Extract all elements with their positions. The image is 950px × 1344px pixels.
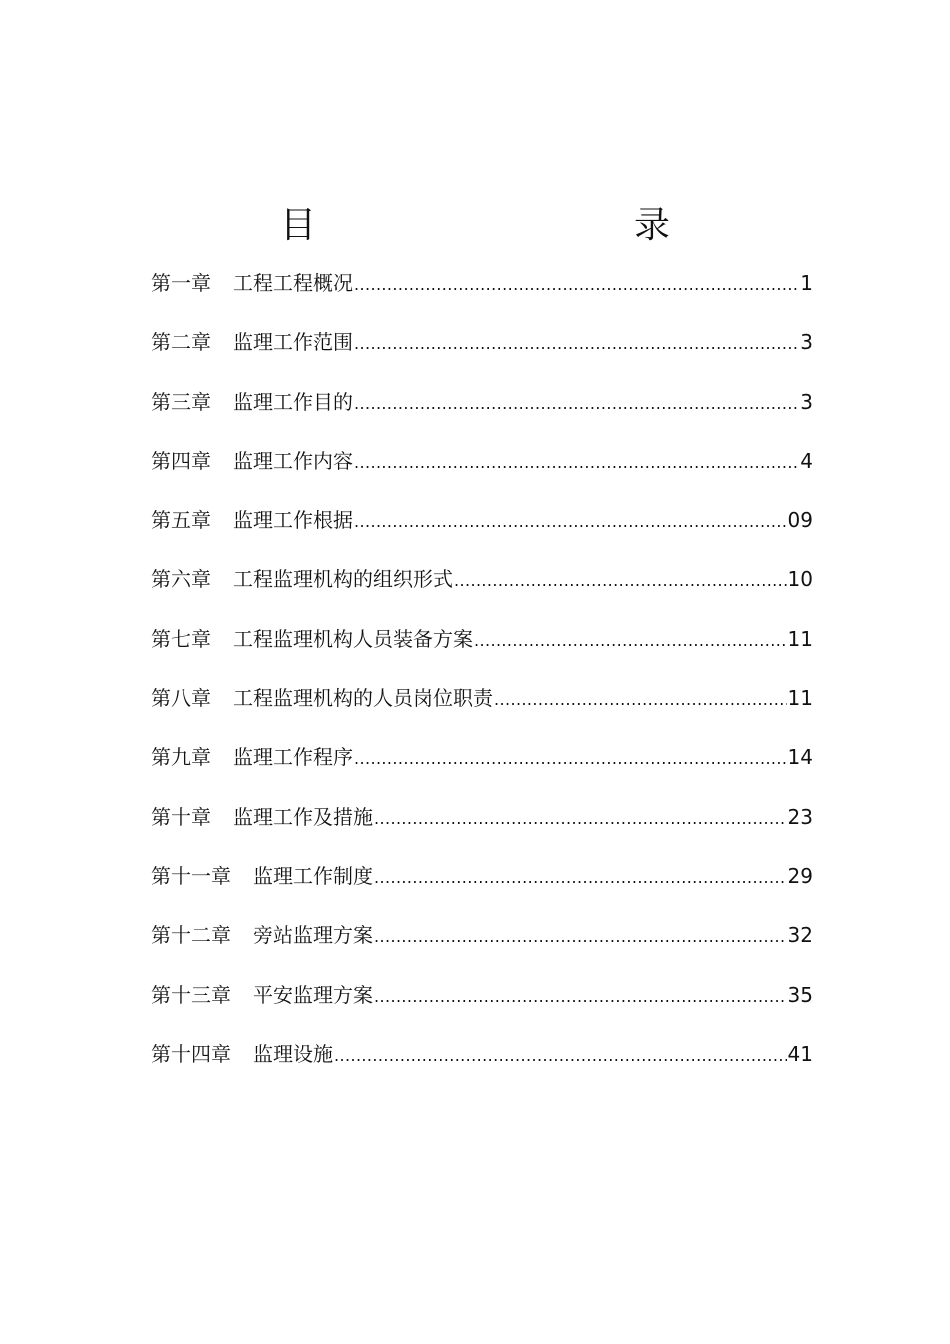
toc-page-number: 11 [787,686,813,711]
toc-entry [151,263,813,322]
toc-entry [151,678,813,737]
toc-chapter-title: 工程工程概况 [233,271,353,295]
toc-page-number: 1 [800,271,813,295]
toc-chapter-number: 第六章 [151,567,211,592]
toc-leader-dots [494,680,787,720]
toc-chapter-title: 工程监理机构人员装备方案 [233,626,473,651]
toc-chapter-number: 第五章 [151,508,211,533]
toc-page-number: 09 [787,508,813,533]
toc-chapter-title: 平安监理方案 [253,982,373,1007]
toc-chapter-number: 第二章 [151,330,211,355]
toc-chapter-title: 工程监理机构的组织形式 [233,567,453,592]
toc-chapter-number: 第三章 [151,389,211,414]
toc-chapter-title: 监理工作制度 [253,863,373,888]
toc-leader-dots [334,1036,787,1076]
toc-heading: 目 录 [279,205,752,247]
toc-page-number: 23 [787,804,813,829]
toc-entry [151,797,813,856]
toc-leader-dots [454,561,787,601]
toc-leader-dots [474,621,787,661]
toc-entry [151,559,813,618]
toc-entry [151,1034,813,1093]
toc-chapter-title: 监理设施 [253,1041,333,1066]
toc-chapter-number: 第一章 [151,271,211,295]
toc-leader-dots [354,502,787,542]
toc-leader-dots [374,917,787,957]
toc-leader-dots [354,384,799,424]
table-of-contents [151,263,813,1093]
toc-chapter-number: 第七章 [151,626,211,651]
toc-chapter-title: 工程监理机构的人员岗位职责 [233,686,493,711]
toc-entry [151,619,813,678]
toc-chapter-title: 监理工作及措施 [233,804,373,829]
toc-entry [151,856,813,915]
toc-page-number: 41 [787,1041,813,1066]
toc-chapter-title: 监理工作范围 [233,330,353,355]
toc-entry [151,915,813,974]
toc-chapter-number: 第十三章 [151,982,231,1007]
toc-page-number: 35 [787,982,813,1007]
toc-page-number: 10 [787,567,813,592]
toc-entry [151,737,813,796]
toc-entry [151,500,813,559]
toc-page-number: 3 [800,330,813,355]
toc-entry [151,322,813,381]
toc-leader-dots [354,265,799,305]
toc-entry [151,975,813,1034]
toc-chapter-number: 第四章 [151,448,211,473]
toc-chapter-title: 旁站监理方案 [253,923,373,948]
toc-chapter-title: 监理工作根据 [233,508,353,533]
toc-chapter-title: 监理工作目的 [233,389,353,414]
toc-page-number: 3 [800,389,813,414]
toc-entry [151,382,813,441]
toc-leader-dots [354,739,787,779]
toc-page-number: 14 [787,745,813,770]
toc-page-number: 11 [787,626,813,651]
toc-chapter-number: 第十章 [151,804,211,829]
toc-leader-dots [374,799,787,839]
toc-leader-dots [354,324,799,364]
toc-chapter-number: 第八章 [151,686,211,711]
toc-page-number: 29 [787,863,813,888]
toc-chapter-number: 第九章 [151,745,211,770]
toc-chapter-number: 第十四章 [151,1041,231,1066]
toc-leader-dots [374,858,787,898]
toc-chapter-number: 第十一章 [151,863,231,888]
toc-page-number: 4 [800,448,813,473]
toc-chapter-number: 第十二章 [151,923,231,948]
toc-chapter-title: 监理工作程序 [233,745,353,770]
toc-page-number: 32 [787,923,813,948]
toc-leader-dots [354,443,799,483]
toc-entry [151,441,813,500]
toc-leader-dots [374,977,787,1017]
toc-chapter-title: 监理工作内容 [233,448,353,473]
